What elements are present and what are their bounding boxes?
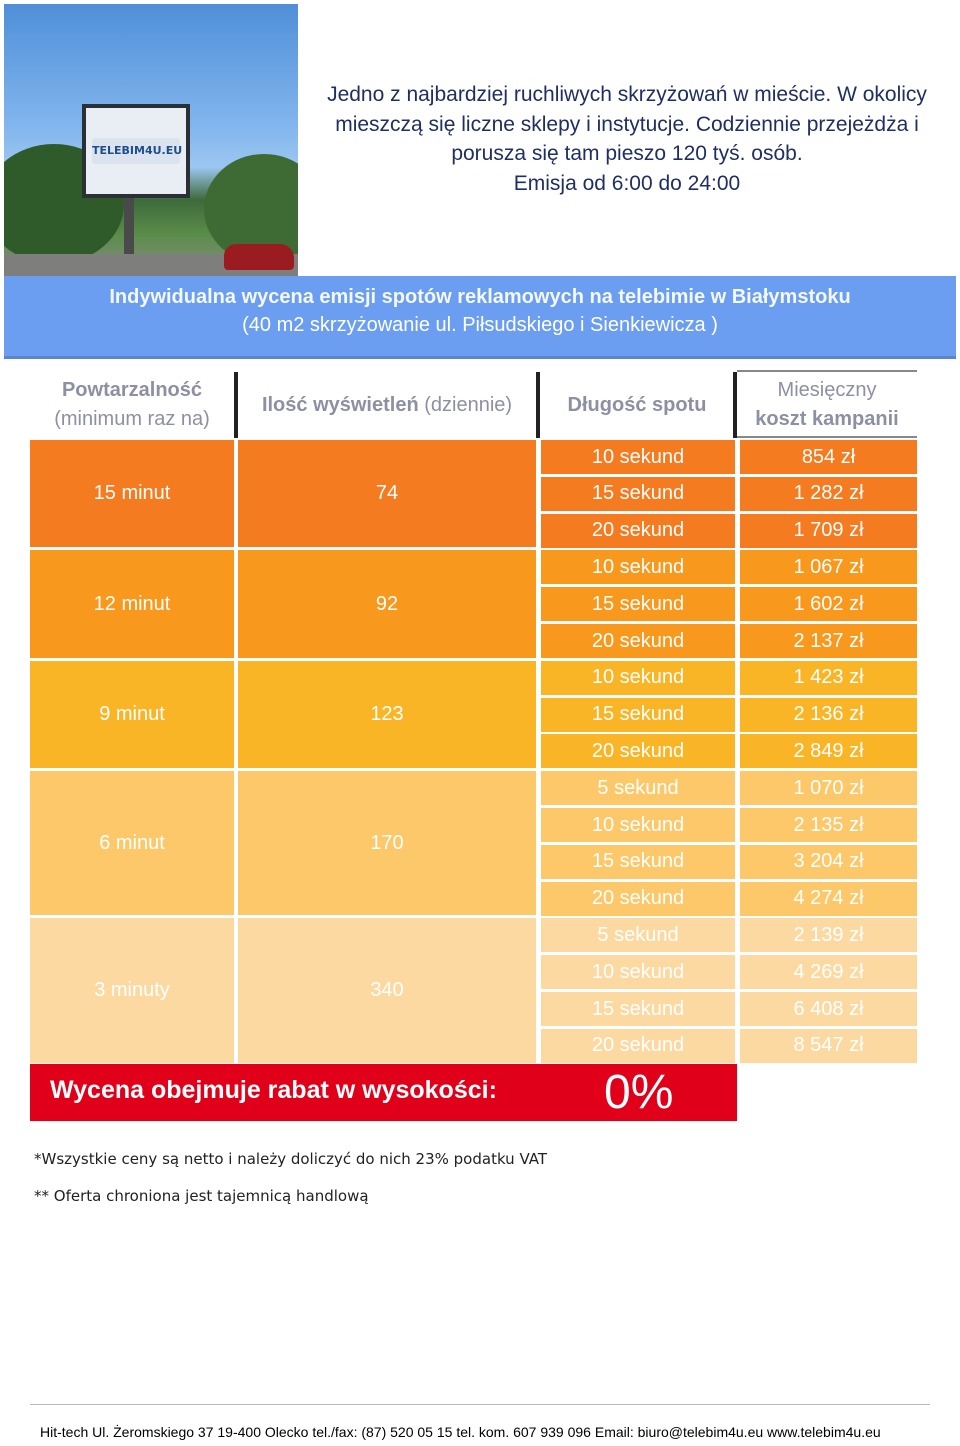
- intro-text: [300, 80, 954, 198]
- spot-length-cell: 10 sekund: [541, 955, 735, 989]
- discount-value: 0%: [604, 1066, 674, 1119]
- monthly-cost-cell: 2 136 zł: [740, 698, 917, 732]
- header-cost-sub: koszt kampanii: [755, 408, 899, 430]
- displays-cell: 340: [238, 918, 536, 1062]
- billboard-logo: TELEBIM4U.EU: [92, 138, 180, 164]
- frequency-cell: 15 minut: [30, 440, 234, 547]
- monthly-cost-cell: 4 274 zł: [740, 882, 917, 916]
- displays-cell: 123: [238, 661, 536, 768]
- monthly-cost-cell: 2 135 zł: [740, 808, 917, 842]
- vat-note: *Wszystkie ceny są netto i należy doliczyć do nich 23% podatku VAT: [34, 1150, 548, 1168]
- intro-line: porusza się tam pieszo 120 tyś. osób.: [451, 142, 803, 165]
- footer-divider: [30, 1404, 930, 1405]
- banner-title: Indywidualna wycena emisji spotów reklamowych na telebimie w Białymstoku: [109, 286, 851, 308]
- frequency-cell: 9 minut: [30, 661, 234, 768]
- monthly-cost-cell: 1 709 zł: [740, 514, 917, 548]
- spot-length-cell: 10 sekund: [541, 440, 735, 474]
- spot-length-cell: 10 sekund: [541, 661, 735, 695]
- header-displays-sub: (dziennie): [424, 393, 513, 416]
- spot-length-cell: 20 sekund: [541, 1029, 735, 1063]
- monthly-cost-cell: 8 547 zł: [740, 1029, 917, 1063]
- spot-length-cell: 20 sekund: [541, 734, 735, 768]
- monthly-cost-cell: 1 602 zł: [740, 587, 917, 621]
- intro-line: Jedno z najbardziej ruchliwych skrzyżowań w mieście. W okolicy: [327, 83, 927, 106]
- header-frequency-sub: (minimum raz na): [54, 408, 210, 430]
- spot-length-cell: 20 sekund: [541, 882, 735, 916]
- spot-length-cell: 15 sekund: [541, 698, 735, 732]
- monthly-cost-cell: 2 137 zł: [740, 624, 917, 658]
- spot-length-cell: 10 sekund: [541, 550, 735, 584]
- billboard-photo: [4, 4, 298, 276]
- displays-cell: 74: [238, 440, 536, 547]
- title-banner: [4, 276, 956, 359]
- header-length-title: Długość spotu: [567, 393, 707, 416]
- confidential-note: ** Oferta chroniona jest tajemnicą handlową: [34, 1187, 369, 1205]
- monthly-cost-cell: 2 849 zł: [740, 734, 917, 768]
- discount-label: Wycena obejmuje rabat w wysokości:: [50, 1076, 497, 1104]
- footer-contact: Hit-tech Ul. Żeromskiego 37 19-400 Olecko tel./fax: (87) 520 05 15 tel. kom. 607 939 096 Email: biuro@telebim4u.eu www.telebim4u.eu: [40, 1424, 881, 1440]
- header-displays: [238, 372, 540, 438]
- header-displays-title: Ilość wyświetleń: [261, 393, 419, 416]
- spot-length-cell: 15 sekund: [541, 992, 735, 1026]
- spot-length-cell: 5 sekund: [541, 771, 735, 805]
- intro-line: mieszczą się liczne sklepy i instytucje. Codziennie przejeżdża i: [335, 112, 919, 136]
- intro-line: Emisja od 6:00 do 24:00: [513, 171, 741, 195]
- spot-length-cell: 20 sekund: [541, 514, 735, 548]
- header-frequency-title: Powtarzalność: [61, 379, 203, 401]
- spot-length-cell: 20 sekund: [541, 624, 735, 658]
- monthly-cost-cell: 6 408 zł: [740, 992, 917, 1026]
- spot-length-cell: 15 sekund: [541, 587, 735, 621]
- header-cost-title: Miesięczny: [777, 379, 877, 401]
- header-rule: [737, 370, 917, 372]
- header-frequency: [30, 372, 238, 438]
- car: [224, 244, 294, 270]
- billboard-screen: [82, 104, 190, 198]
- header-rule: [737, 436, 917, 438]
- monthly-cost-cell: 1 423 zł: [740, 661, 917, 695]
- header-cost: [737, 372, 917, 438]
- displays-cell: 92: [238, 550, 536, 657]
- spot-length-cell: 5 sekund: [541, 918, 735, 952]
- discount-bar: [30, 1064, 737, 1121]
- spot-length-cell: 10 sekund: [541, 808, 735, 842]
- monthly-cost-cell: 1 070 zł: [740, 771, 917, 805]
- displays-cell: 170: [238, 771, 536, 915]
- monthly-cost-cell: 854 zł: [740, 440, 917, 474]
- frequency-cell: 3 minuty: [30, 918, 234, 1062]
- spot-length-cell: 15 sekund: [541, 845, 735, 879]
- frequency-cell: 12 minut: [30, 550, 234, 657]
- monthly-cost-cell: 1 282 zł: [740, 477, 917, 511]
- banner-subtitle: (40 m2 skrzyżowanie ul. Piłsudskiego i Sienkiewicza ): [242, 314, 718, 336]
- frequency-cell: 6 minut: [30, 771, 234, 915]
- header-length: [541, 372, 737, 438]
- monthly-cost-cell: 3 204 zł: [740, 845, 917, 879]
- monthly-cost-cell: 1 067 zł: [740, 550, 917, 584]
- monthly-cost-cell: 2 139 zł: [740, 918, 917, 952]
- monthly-cost-cell: 4 269 zł: [740, 955, 917, 989]
- spot-length-cell: 15 sekund: [541, 477, 735, 511]
